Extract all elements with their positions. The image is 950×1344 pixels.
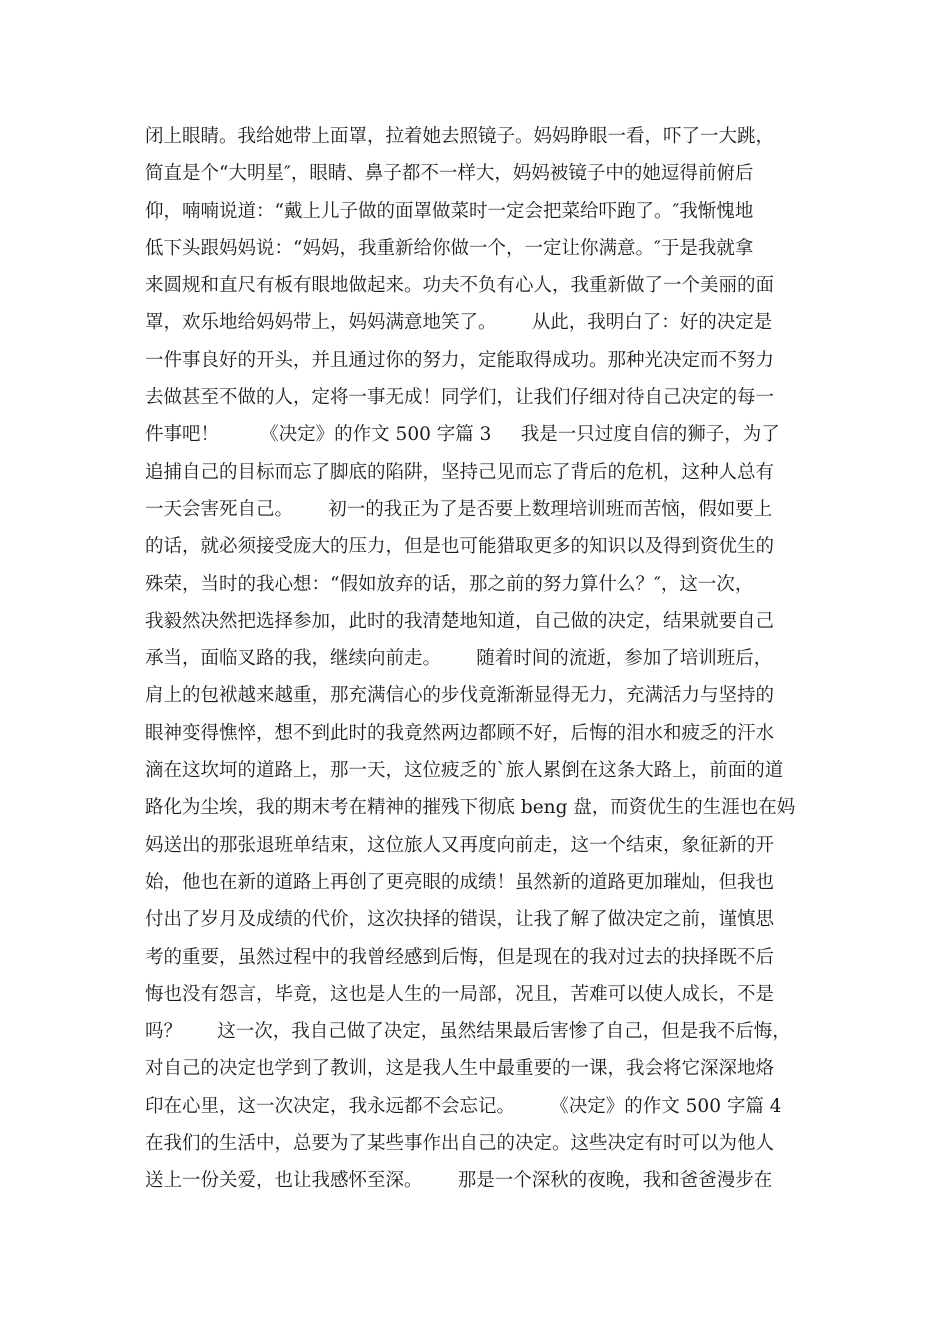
essay-line: 承当，面临叉路的我，继续向前走。 随着时间的流逝，参加了培训班后， bbox=[145, 648, 773, 670]
essay-line: 印在心里，这一次决定，我永远都不会忘记。 《决定》的作文 500 字篇 4 bbox=[145, 1095, 782, 1117]
essay-line: 悔也没有怨言，毕竟，这也是人生的一局部，况且，苦难可以使人成长，不是 bbox=[145, 983, 775, 1005]
essay-line: 吗？ 这一次，我自己做了决定，虽然结果最后害惨了自己，但是我不后悔， bbox=[145, 1021, 791, 1043]
essay-line: 肩上的包袱越来越重，那充满信心的步伐竟渐渐显得无力，充满活力与坚持的 bbox=[145, 685, 775, 707]
essay-line: 罩，欢乐地给妈妈带上，妈妈满意地笑了。 从此，我明白了：好的决定是 bbox=[145, 312, 773, 334]
essay-line: 去做甚至不做的人，定将一事无成！同学们，让我们仔细对待自己决定的每一 bbox=[145, 387, 775, 409]
essay-line: 眼神变得憔悴，想不到此时的我竟然两边都顾不好，后悔的泪水和疲乏的汗水 bbox=[145, 722, 775, 744]
essay-line: 路化为尘埃，我的期末考在精神的摧残下彻底 beng 盘，而资优生的生涯也在妈 bbox=[145, 797, 796, 819]
essay-line: 仰，喃喃说道：“戴上儿子做的面罩做菜时一定会把菜给吓跑了。″我惭愧地 bbox=[145, 200, 754, 222]
essay-line: 在我们的生活中，总要为了某些事作出自己的决定。这些决定有时可以为他人 bbox=[145, 1133, 775, 1155]
essay-body bbox=[145, 118, 815, 1200]
essay-line: 一件事良好的开头，并且通过你的努力，定能取得成功。那种光决定而不努力 bbox=[145, 349, 775, 371]
essay-line: 送上一份关爱，也让我感怀至深。 那是一个深秋的夜晚，我和爸爸漫步在 bbox=[145, 1170, 773, 1192]
essay-line: 付出了岁月及成绩的代价，这次抉择的错误，让我了解了做决定之前，谨慎思 bbox=[145, 909, 775, 931]
essay-line: 来圆规和直尺有板有眼地做起来。功夫不负有心人，我重新做了一个美丽的面 bbox=[145, 275, 775, 297]
essay-line: 殊荣，当时的我心想：“假如放弃的话，那之前的努力算什么？″，这一次， bbox=[145, 573, 754, 595]
essay-line: 妈送出的那张退班单结束，这位旅人又再度向前走，这一个结束，象征新的开 bbox=[145, 834, 775, 856]
essay-line: 简直是个“大明星″，眼睛、鼻子都不一样大，妈妈被镜子中的她逗得前俯后 bbox=[145, 163, 754, 185]
essay-line: 闭上眼睛。我给她带上面罩，拉着她去照镜子。妈妈睁眼一看，吓了一大跳， bbox=[145, 126, 775, 147]
essay-line: 我毅然决然把选择参加，此时的我清楚地知道，自己做的决定，结果就要自己 bbox=[145, 610, 775, 632]
essay-line: 对自己的决定也学到了教训，这是我人生中最重要的一课，我会将它深深地烙 bbox=[145, 1058, 775, 1080]
essay-line: 考的重要，虽然过程中的我曾经感到后悔，但是现在的我对过去的抉择既不后 bbox=[145, 946, 775, 968]
essay-line: 的话，就必须接受庞大的压力，但是也可能猎取更多的知识以及得到资优生的 bbox=[145, 536, 775, 558]
essay-line: 始，他也在新的道路上再创了更亮眼的成绩！虽然新的道路更加璀灿，但我也 bbox=[145, 871, 775, 893]
essay-line: 一天会害死自己。 初一的我正为了是否要上数理培训班而苦恼，假如要上 bbox=[145, 498, 773, 520]
essay-line: 件事吧！ 《决定》的作文 500 字篇 3 我是一只过度自信的狮子，为了 bbox=[145, 424, 780, 446]
essay-line: 追捕自己的目标而忘了脚底的陷阱，坚持己见而忘了背后的危机，这种人总有 bbox=[145, 461, 775, 483]
essay-line: 低下头跟妈妈说：“妈妈，我重新给你做一个，一定让你满意。″于是我就拿 bbox=[145, 237, 754, 259]
essay-line: 滴在这坎坷的道路上，那一天，这位疲乏的`旅人累倒在这条大路上，前面的道 bbox=[145, 760, 784, 782]
